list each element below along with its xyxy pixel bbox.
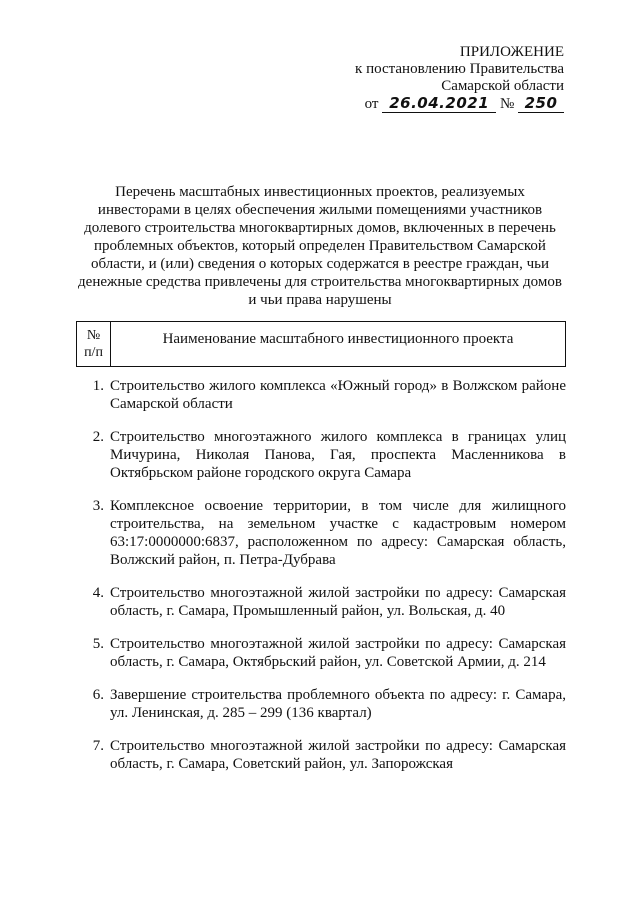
item-text: Строительство многоэтажной жилой застройки по адресу: Самарская область, г. Самара, Советский район, ул. Запорожская	[110, 738, 566, 772]
item-text: Строительство многоэтажной жилой застройки по адресу: Самарская область, г. Самара, Промышленный район, ул. Вольская, д. 40	[110, 585, 566, 619]
list-item	[76, 737, 566, 773]
item-text: Строительство многоэтажного жилого комплекса в границах улиц Мичурина, Николая Панова, Гая, проспекта Масленникова в Октябрьском районе городского округа Самара	[110, 429, 566, 481]
document-title: Перечень масштабных инвестиционных проектов, реализуемых инвесторами в целях обеспечения жилыми помещениями участников долевого строительства многоквартирных домов, включенных в перечень проблемных объектов, который определен Правительством Самарской области, и (или) сведения о которых содержатся в реестре граждан, чьи денежные средства привлечены для строительства многоквартирных домов и чьи права нарушены	[78, 184, 562, 308]
item-number: 4.	[92, 585, 104, 601]
appendix-date-line	[355, 95, 564, 113]
item-number: 1.	[92, 378, 104, 394]
item-text: Комплексное освоение территории, в том числе для жилищного строительства, на земельном участке с кадастровым номером 63:17:0000000:6837, расположенном по адресу: Самарская область, Волжский район, п. Петра-Дубрава	[110, 498, 566, 568]
list-header-table	[76, 321, 566, 367]
list-item	[76, 497, 566, 569]
header-number-abbrev: п/п	[84, 345, 103, 360]
handwritten-number: 250	[518, 95, 564, 113]
project-list	[76, 377, 566, 788]
item-text: Завершение строительства проблемного объекта по адресу: г. Самара, ул. Ленинская, д. 285 – 299 (136 квартал)	[110, 687, 566, 721]
appendix-line-region: Самарской области	[441, 78, 564, 94]
appendix-title: ПРИЛОЖЕНИЕ	[459, 44, 564, 60]
list-item	[76, 584, 566, 620]
item-number: 2.	[92, 429, 104, 445]
list-item	[76, 635, 566, 671]
item-number: 5.	[92, 636, 104, 652]
item-text: Строительство жилого комплекса «Южный город» в Волжском районе Самарской области	[110, 378, 566, 412]
list-item	[76, 686, 566, 722]
handwritten-date: 26.04.2021	[382, 95, 496, 113]
header-number-column	[77, 322, 111, 366]
list-item	[76, 428, 566, 482]
appendix-header	[355, 44, 564, 113]
item-number: 6.	[92, 687, 104, 703]
list-item	[76, 377, 566, 413]
number-prefix: №	[499, 96, 515, 112]
item-number: 7.	[92, 738, 104, 754]
date-prefix: от	[364, 96, 379, 112]
header-number-symbol: №	[86, 328, 101, 343]
header-name-column: Наименование масштабного инвестиционного проекта	[162, 331, 514, 347]
appendix-line-decree: к постановлению Правительства	[355, 61, 564, 77]
item-text: Строительство многоэтажной жилой застройки по адресу: Самарская область, г. Самара, Октябрьский район, ул. Советской Армии, д. 214	[110, 636, 566, 670]
item-number: 3.	[92, 498, 104, 514]
